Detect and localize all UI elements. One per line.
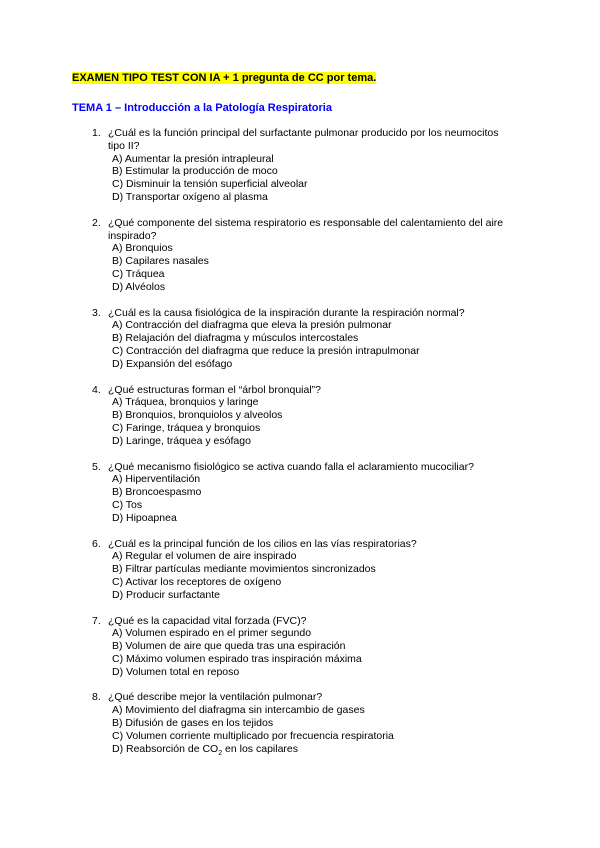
option: B) Estimular la producción de moco: [112, 165, 278, 178]
exam-title: [72, 72, 376, 85]
question-number: 5.: [92, 460, 101, 473]
tema-title: TEMA 1 – Introducción a la Patología Respiratoria: [72, 102, 332, 114]
question-number: 7.: [92, 614, 101, 627]
option: B) Relajación del diafragma y músculos intercostales: [112, 332, 359, 345]
option: C) Contracción del diafragma que reduce la presión intrapulmonar: [112, 344, 420, 357]
option: C) Faringe, tráquea y bronquios: [112, 421, 261, 434]
question-list: [0, 127, 600, 768]
option: C) Activar los receptores de oxígeno: [112, 575, 282, 588]
option: B) Broncoespasmo: [112, 486, 202, 499]
option: B) Volumen de aire que queda tras una espiración: [112, 640, 346, 653]
option: D) Volumen total en reposo: [112, 665, 240, 678]
question: [0, 615, 600, 679]
option: B) Bronquios, bronquiolos y alveolos: [112, 409, 283, 422]
question: [0, 691, 600, 755]
option: A) Regular el volumen de aire inspirado: [112, 550, 297, 563]
option: C) Tos: [112, 498, 143, 511]
question-text: ¿Qué describe mejor la ventilación pulmonar?: [108, 691, 323, 704]
question: [0, 384, 600, 448]
option: A) Movimiento del diafragma sin intercambio de gases: [112, 704, 365, 717]
question-text: ¿Qué estructuras forman el “árbol bronquial”?: [108, 383, 322, 396]
option: C) Máximo volumen espirado tras inspiración máxima: [112, 652, 362, 665]
option: B) Capilares nasales: [112, 255, 209, 268]
option: A) Bronquios: [112, 242, 173, 255]
question-text: ¿Qué mecanismo fisiológico se activa cuando falla el aclaramiento mucociliar?: [108, 460, 474, 473]
question-text: ¿Cuál es la principal función de los cilios en las vías respiratorias?: [108, 537, 417, 550]
question-number: 8.: [92, 691, 101, 704]
option: B) Filtrar partículas mediante movimientos sincronizados: [112, 563, 376, 576]
option: [112, 743, 600, 756]
option: D) Hipoapnea: [112, 511, 177, 524]
question: [0, 538, 600, 602]
question: [0, 307, 600, 371]
option: A) Tráquea, bronquios y laringe: [112, 396, 259, 409]
option: A) Volumen espirado en el primer segundo: [112, 627, 312, 640]
option: D) Producir surfactante: [112, 588, 220, 601]
question-text: ¿Qué componente del sistema respiratorio es responsable del calentamiento del aire inspirado?: [108, 216, 504, 242]
question-number: 4.: [92, 383, 101, 396]
exam-title-highlight: EXAMEN TIPO TEST CON IA + 1 pregunta de CC por tema.: [72, 72, 377, 84]
option: D) Alvéolos: [112, 280, 166, 293]
option: D) Expansión del esófago: [112, 357, 233, 370]
option: C) Volumen corriente multiplicado por frecuencia respiratoria: [112, 729, 394, 742]
question-text: ¿Cuál es la causa fisiológica de la inspiración durante la respiración normal?: [108, 306, 465, 319]
subscript: 2: [218, 749, 223, 757]
option: C) Tráquea: [112, 267, 165, 280]
option: B) Difusión de gases en los tejidos: [112, 717, 274, 730]
option-text: D) Reabsorción de CO: [112, 742, 219, 755]
question-number: 1.: [92, 127, 101, 139]
option-text: en los capilares: [222, 742, 298, 755]
question-text: ¿Cuál es la función principal del surfactante pulmonar producido por los neumocitos tipo II?: [108, 127, 499, 152]
question: [0, 217, 600, 294]
option: C) Disminuir la tensión superficial alveolar: [112, 178, 308, 191]
option: A) Hiperventilación: [112, 473, 201, 486]
option: D) Transportar oxígeno al plasma: [112, 190, 268, 203]
option: D) Laringe, tráquea y esófago: [112, 434, 251, 447]
option: A) Aumentar la presión intrapleural: [112, 152, 274, 165]
question-number: 6.: [92, 537, 101, 550]
question-text: ¿Qué es la capacidad vital forzada (FVC)?: [108, 614, 307, 627]
question: [0, 127, 600, 204]
question-number: 3.: [92, 306, 101, 319]
option: A) Contracción del diafragma que eleva la presión pulmonar: [112, 319, 392, 332]
question: [0, 461, 600, 525]
question-number: 2.: [92, 216, 101, 229]
